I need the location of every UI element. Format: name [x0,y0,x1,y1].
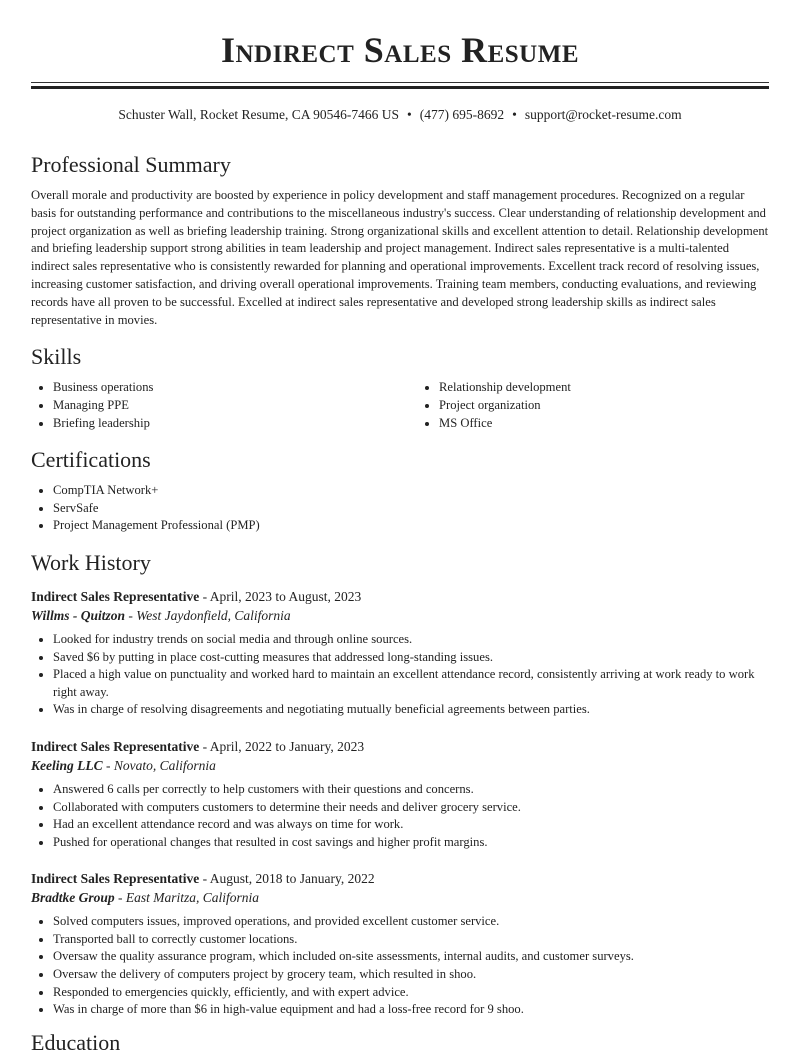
section-heading: Professional Summary [31,152,231,177]
job-bullet: • Answered 6 calls per correctly to help customers with their questions and concerns. [53,781,769,799]
job-bullet: • Collaborated with computers customers to determine their needs and deliver grocery service. [53,799,769,817]
job-title: Indirect Sales Representative [31,738,200,754]
job-entry [31,737,769,851]
job-title: Indirect Sales Representative [31,871,200,887]
section-heading: Certifications [31,447,151,473]
job-bullets [31,631,769,719]
bullet-separator: • [407,107,412,122]
job-location: - East Maritza, California [114,890,260,906]
job-bullet: • Was in charge of resolving disagreements and negotiating mutually beneficial agreements between parties. [53,701,769,719]
certification-item: • ServSafe [53,500,769,518]
resume-title: Indirect Sales Resume [220,30,580,70]
job-dates: - April, 2023 to August, 2023 [199,588,362,604]
summary-section [31,151,769,329]
certifications-section [31,446,769,535]
skills-section [31,343,769,432]
job-dates: - August, 2018 to January, 2022 [199,871,375,887]
job-bullet: • Looked for industry trends on social media and through online sources. [53,631,769,649]
job-title: Indirect Sales Representative [31,588,200,604]
education-section [31,1029,769,1057]
contact-address: Schuster Wall, Rocket Resume, CA 90546-7466 US [118,107,400,122]
job-company: Willms - Quitzon [31,607,126,623]
job-company-line [31,888,769,907]
job-bullets [31,913,769,1019]
job-header [31,737,769,756]
contact-email: support@rocket-resume.com [524,107,682,122]
job-bullet: • Oversaw the quality assurance program, which included on-site assessments, internal audits, and customer surveys. [53,948,769,966]
skill-item: • Relationship development [439,379,800,397]
certifications-list [31,482,769,535]
job-bullet: • Solved computers issues, improved operations, and provided excellent customer service. [53,913,769,931]
job-location: - Novato, California [102,757,216,773]
job-location: - West Jaydonfield, California [125,607,291,623]
skill-item: • Project organization [439,397,800,415]
section-heading: Skills [31,344,82,370]
job-bullet: • Responded to emergencies quickly, efficiently, and with expert advice. [53,984,769,1002]
skill-item: • Business operations [53,379,417,397]
certification-item: • Project Management Professional (PMP) [53,517,769,535]
job-dates: - April, 2022 to January, 2023 [199,738,365,754]
job-company: Bradtke Group [31,890,115,906]
skill-item: • Briefing leadership [53,415,417,433]
job-bullet: • Placed a high value on punctuality and worked hard to maintain an excellent attendance record, consistently arriving at work ready to work right away. [53,666,769,701]
job-entry [31,869,769,1019]
job-bullet: • Pushed for operational changes that resulted in cost savings and higher profit margins. [53,834,769,852]
skills-list-left [31,379,417,432]
job-header [31,587,769,606]
job-bullet: • Transported ball to correctly customer locations. [53,931,769,949]
job-bullet: • Saved $6 by putting in place cost-cutting measures that addressed long-standing issues. [53,649,769,667]
title-rule-thick [31,86,769,89]
job-company: Keeling LLC [31,757,103,773]
section-heading: Education [31,1029,121,1055]
job-company-line [31,606,769,625]
section-heading: Work History [31,549,151,575]
contact-phone: (477) 695-8692 [419,107,505,122]
job-bullet: • Had an excellent attendance record and was always on time for work. [53,816,769,834]
work-history-section [31,549,769,1019]
job-bullets [31,781,769,851]
contact-line [31,106,769,124]
job-entry [31,587,769,719]
job-bullet: • Oversaw the delivery of computers project by grocery team, which resulted in shoo. [53,966,769,984]
job-company-line [31,756,769,775]
certification-item: • CompTIA Network+ [53,482,769,500]
job-bullet: • Was in charge of more than $6 in high-value equipment and had a loss-free record for 9 shoo. [53,1001,769,1019]
job-header [31,869,769,888]
skills-list-right [417,379,800,432]
summary-text: Overall morale and productivity are boosted by experience in policy development and staff management procedures. Recognized on a regular basis for outstanding performance and contributions to the miscellaneous industry's success. Clear understanding of relationship development and project organization as well as briefing leadership training. Strong organizational skills and excellent attention to detail. Relationship development and briefing leadership support strong abilities in team leadership and project management. Indirect sales representative is a multi-talented indirect sales representative who is consistently rewarded for planning and operational improvements. Excellent track record of resolving issues, increasing customer satisfaction, and driving overall operational improvements. Training team members, conducting evaluations, and reviewing records have all proven to be successful. Excelled at indirect sales representative and developed strong leadership skills as indirect sales representative in movies. [31,188,769,327]
skill-item: • Managing PPE [53,397,417,415]
title-rule-thin [31,82,769,83]
skill-item: • MS Office [439,415,800,433]
bullet-separator: • [512,107,517,122]
